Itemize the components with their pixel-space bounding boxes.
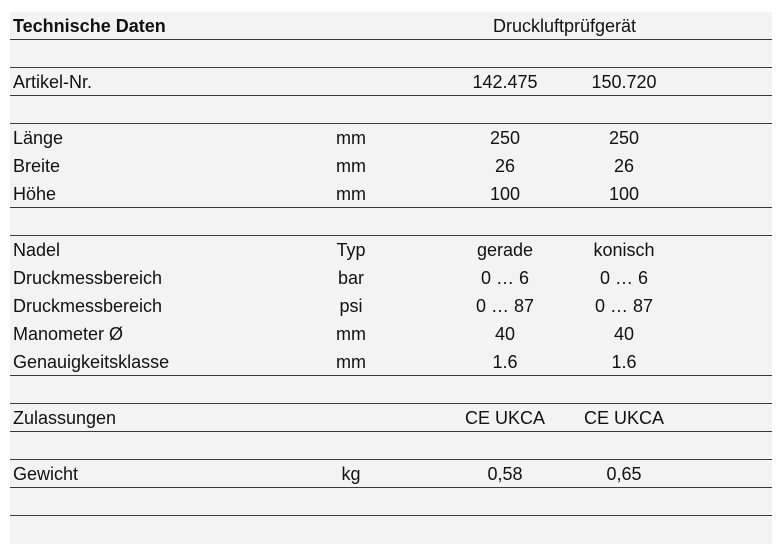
row-value-2: 0 … 6 bbox=[599, 268, 649, 288]
table-row-needle bbox=[10, 236, 772, 264]
row-value-1: 250 bbox=[489, 128, 521, 148]
row-value-1: 100 bbox=[489, 184, 521, 204]
row-label: Genauigkeitsklasse bbox=[13, 352, 170, 372]
table-row-height bbox=[10, 180, 772, 208]
row-unit: mm bbox=[336, 184, 366, 204]
row-value-2: 100 bbox=[608, 184, 640, 204]
row-label: Nadel bbox=[13, 240, 61, 260]
spacer-row bbox=[10, 516, 772, 544]
row-unit: mm bbox=[336, 324, 366, 344]
row-label: Länge bbox=[13, 128, 64, 148]
table-row-approvals bbox=[10, 404, 772, 432]
row-value-1: 1.6 bbox=[492, 352, 518, 372]
row-value-2: 40 bbox=[613, 324, 635, 344]
spacer-row bbox=[10, 208, 772, 236]
table-header-row bbox=[10, 12, 772, 40]
spacer-row bbox=[10, 432, 772, 460]
table-row-accuracy-class bbox=[10, 348, 772, 376]
row-label: Höhe bbox=[13, 184, 57, 204]
technical-data-table bbox=[10, 12, 772, 544]
row-label: Gewicht bbox=[13, 464, 79, 484]
row-value-1: 0 … 87 bbox=[475, 296, 535, 316]
spacer-row bbox=[10, 96, 772, 124]
row-value-2: 0,65 bbox=[606, 464, 642, 484]
row-unit: bar bbox=[337, 268, 364, 288]
row-unit: mm bbox=[336, 156, 366, 176]
row-unit: mm bbox=[336, 352, 366, 372]
row-value-2: 1.6 bbox=[611, 352, 637, 372]
row-value-2: 250 bbox=[608, 128, 640, 148]
row-value-2: 26 bbox=[613, 156, 635, 176]
product-name: Druckluftprüfgerät bbox=[492, 16, 637, 36]
row-unit: kg bbox=[341, 464, 361, 484]
row-label: Zulassungen bbox=[13, 408, 117, 428]
table-row-pressure-range-psi bbox=[10, 292, 772, 320]
row-label: Artikel-Nr. bbox=[13, 72, 93, 92]
row-label: Breite bbox=[13, 156, 61, 176]
row-value-1: 0 … 6 bbox=[480, 268, 530, 288]
row-value-1: 0,58 bbox=[487, 464, 523, 484]
row-value-1: gerade bbox=[476, 240, 534, 260]
spacer-row bbox=[10, 376, 772, 404]
table-row-pressure-range-bar bbox=[10, 264, 772, 292]
row-unit: psi bbox=[339, 296, 363, 316]
row-unit bbox=[300, 404, 402, 432]
row-unit: mm bbox=[336, 128, 366, 148]
row-value-1: 40 bbox=[494, 324, 516, 344]
spacer-row bbox=[10, 488, 772, 516]
row-value-2: CE UKCA bbox=[583, 408, 664, 428]
row-unit: Typ bbox=[336, 240, 366, 260]
row-label: Druckmessbereich bbox=[13, 296, 163, 316]
spacer-row bbox=[10, 40, 772, 68]
table-row-length bbox=[10, 124, 772, 152]
row-value-2: 0 … 87 bbox=[594, 296, 654, 316]
row-label: Druckmessbereich bbox=[13, 268, 163, 288]
table-row-width bbox=[10, 152, 772, 180]
row-value-1: 142.475 bbox=[472, 72, 538, 92]
table-row-gauge-diameter bbox=[10, 320, 772, 348]
row-value-1: 26 bbox=[494, 156, 516, 176]
row-unit bbox=[300, 68, 402, 96]
row-value-1: CE UKCA bbox=[464, 408, 545, 428]
table-title: Technische Daten bbox=[13, 16, 166, 36]
row-value-2: 150.720 bbox=[591, 72, 657, 92]
table-row-article-number bbox=[10, 68, 772, 96]
row-label: Manometer Ø bbox=[13, 324, 124, 344]
row-value-2: konisch bbox=[593, 240, 655, 260]
table-row-weight bbox=[10, 460, 772, 488]
